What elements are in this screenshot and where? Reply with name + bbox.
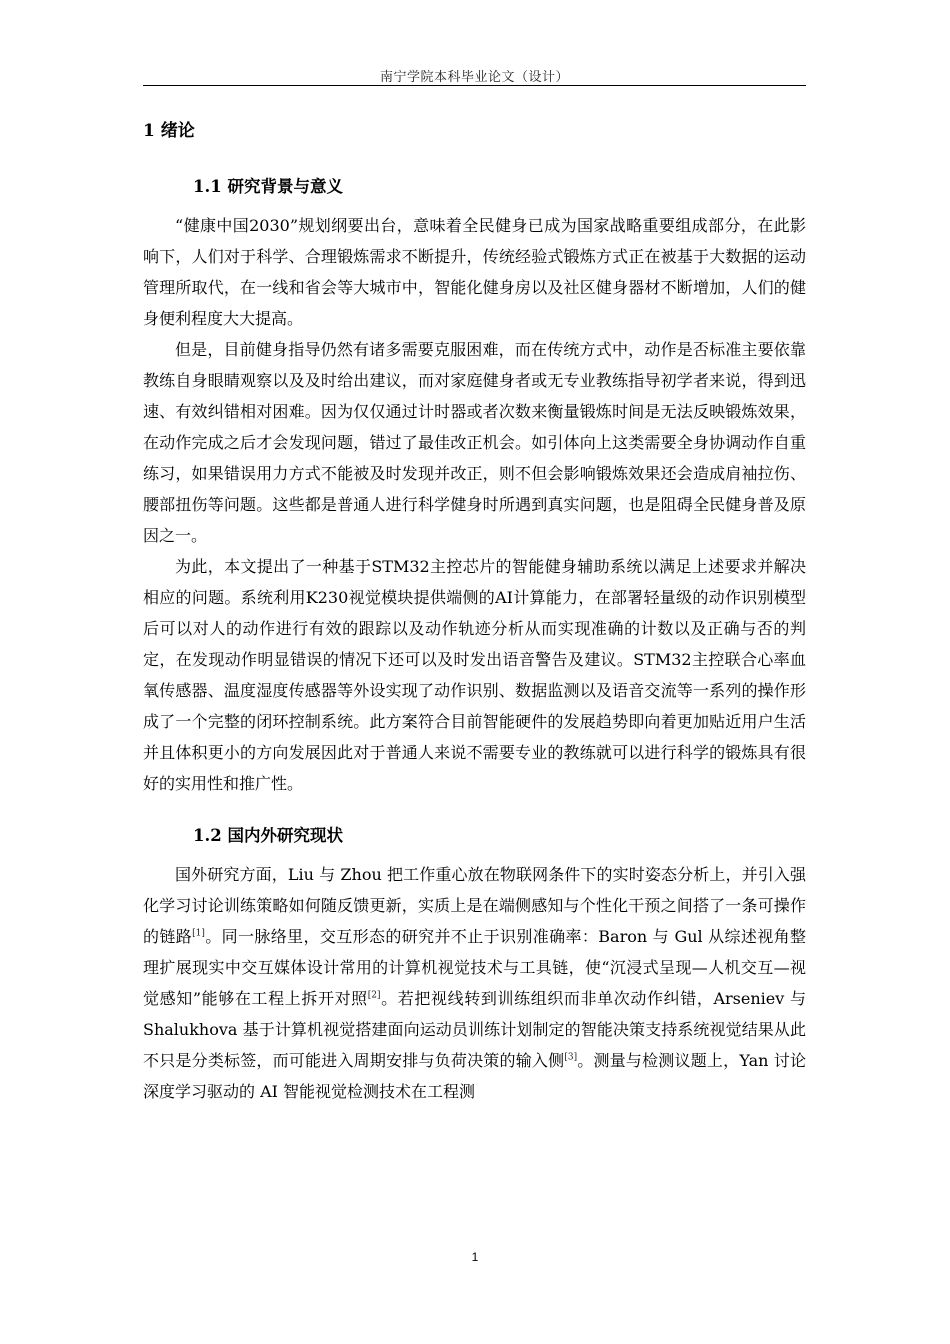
citation-marker: [2]: [367, 990, 381, 1001]
section-title: 国内外研究现状: [227, 826, 343, 845]
page-number: 1: [471, 1250, 479, 1264]
section-heading-1-1: [193, 174, 806, 200]
page-header: 南宁学院本科毕业论文（设计）: [379, 70, 569, 85]
body-paragraph: 但是，目前健身指导仍然有诸多需要克服困难，而在传统方式中，动作是否标准主要依靠教练自身眼睛观察以及及时给出建议，而对家庭健身者或无专业教练指导初学者来说，得到迅速、有效纠错相对困难。因为仅仅通过计时器或者次数来衡量锻炼时间是无法反映锻炼效果，在动作完成之后才会发现问题，错过了最佳改正机会。如引体向上这类需要全身协调动作自重练习，如果错误用力方式不能被及时发现并改正，则不但会影响锻炼效果还会造成肩袖拉伤、腰部扭伤等问题。这些都是普通人进行科学健身时所遇到真实问题，也是阻碍全民健身普及原因之一。: [143, 340, 806, 545]
section-heading-1-2: [193, 823, 806, 849]
paragraph-text: 。若把视线转到训练组织而非单次动作纠错，Arseniev 与 Shalukhova 基于计算机视觉搭建面向运动员训练计划制定的智能决策支持系统视觉结果从此不只是分类标签，而可能进入周期安排与负荷决策的输入侧: [143, 989, 806, 1070]
paragraph-text: 。测量与检测议题上，Yan 讨论深度学习驱动的 AI 智能视觉检测技术在工程测: [143, 1051, 806, 1101]
chapter-heading: [143, 118, 806, 144]
page-body: [143, 108, 806, 1107]
body-paragraph: “健康中国2030”规划纲要出台，意味着全民健身已成为国家战略重要组成部分，在此影响下，人们对于科学、合理锻炼需求不断提升，传统经验式锻炼方式正在被基于大数据的运动管理所取代，在一线和省会等大城市中，智能化健身房以及社区健身器材不断增加，人们的健身便利程度大大提高。: [143, 216, 806, 328]
chapter-number: 1: [143, 121, 155, 141]
section-title: 研究背景与意义: [227, 177, 343, 196]
section-number: 1.2: [193, 826, 222, 845]
body-paragraph: 为此，本文提出了一种基于STM32主控芯片的智能健身辅助系统以满足上述要求并解决相应的问题。系统利用K230视觉模块提供端侧的AI计算能力，在部署轻量级的动作识别模型后可以对人的动作进行有效的跟踪以及动作轨迹分析从而实现准确的计数以及正确与否的判定，在发现动作明显错误的情况下还可以及时发出语音警告及建议。STM32主控联合心率血氧传感器、温度湿度传感器等外设实现了动作识别、数据监测以及语音交流等一系列的操作形成了一个完整的闭环控制系统。此方案符合目前智能硬件的发展趋势即向着更加贴近用户生活并且体积更小的方向发展因此对于普通人来说不需要专业的教练就可以进行科学的锻炼具有很好的实用性和推广性。: [143, 557, 806, 793]
citation-marker: [3]: [564, 1052, 578, 1063]
paragraph-text: 。同一脉络里，交互形态的研究并不止于识别准确率：Baron 与 Gul 从综述视角整理扩展现实中交互媒体设计常用的计算机视觉技术与工具链，使“沉浸式呈现—人机交互—视觉感知”能够在工程上拆开对照: [143, 927, 806, 1008]
chapter-title: 绪论: [160, 121, 195, 141]
body-paragraph: [143, 859, 806, 1107]
header-rule: [143, 85, 806, 86]
paragraph-text: 国外研究方面，Liu 与 Zhou 把工作重心放在物联网条件下的实时姿态分析上，并引入强化学习讨论训练策略如何随反馈更新，实质上是在端侧感知与个性化干预之间搭了一条可操作的链路: [143, 865, 806, 946]
section-number: 1.1: [193, 177, 222, 196]
citation-marker: [1]: [192, 928, 205, 939]
